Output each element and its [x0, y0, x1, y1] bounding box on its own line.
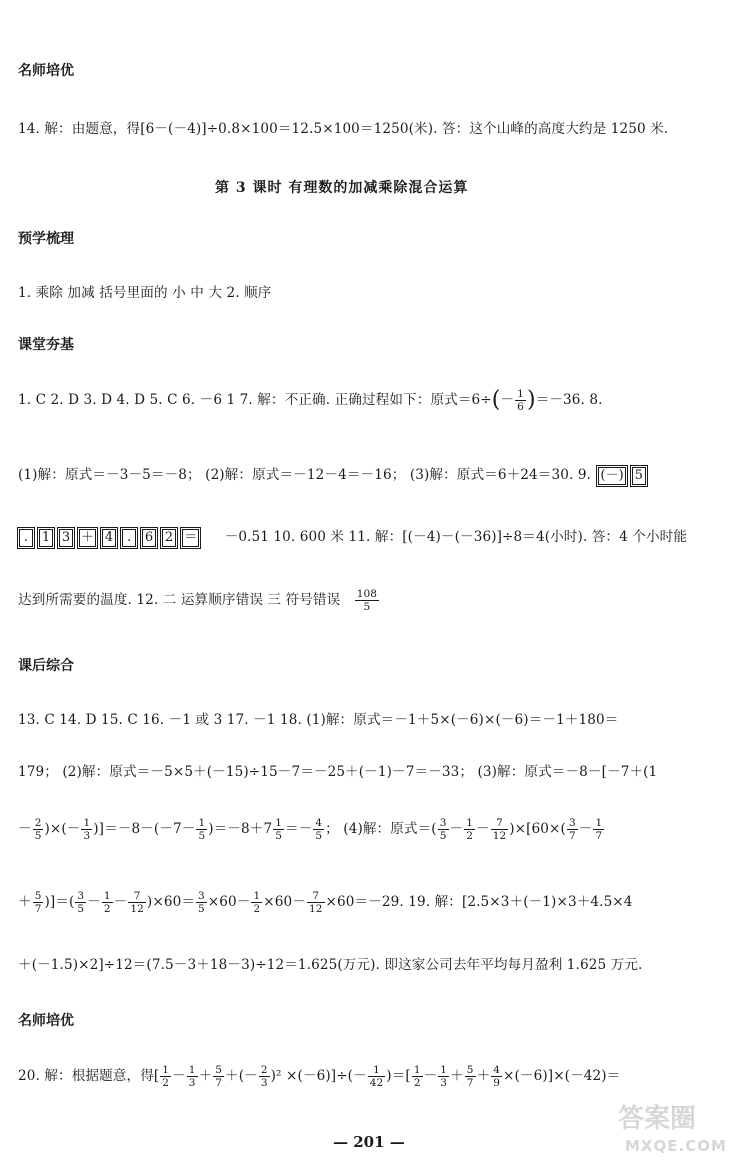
fraction: $\frac{7}{12}$	[492, 817, 507, 842]
fraction: $\frac{7}{12}$	[308, 890, 323, 915]
question-20: 20. 解：根据题意，得[ $\frac{1}{2}$ － $\frac{1}{3}$ ＋ $\frac{5}{7}$ ＋(－ $\frac{2}{3}$ )² ×(－6)]÷(－ $\frac{1}{42}$ )＝[ $\frac{1}{2}$ － $\frac{1}{3}$ ＋ $\frac{5}{7}$ ＋ $\frac{4}{9}$ ×(－6)]×(－42)＝	[18, 1064, 621, 1089]
class-answers-line-4	[18, 588, 380, 613]
section-heading-class: 课堂夯基	[18, 337, 74, 353]
fraction: $\frac{3}{5}$	[77, 890, 85, 915]
fraction: $\frac{1}{2}$	[413, 1064, 421, 1089]
fraction: $\frac{2}{3}$	[260, 1064, 268, 1089]
fraction: $\frac{1}{3}$	[440, 1064, 448, 1089]
fraction: $\frac{1}{2}$	[466, 817, 473, 842]
section-heading-bottom: 名师培优	[18, 1013, 74, 1029]
class-answers-line-2	[18, 463, 649, 485]
question-14: 14. 解：由题意，得[6－(－4)]÷0.8×100＝12.5×100＝1250(米). 答：这个山峰的高度大约是 1250 米.	[18, 121, 669, 137]
after-answers-line-3: － $\frac{2}{5}$ )×(－ $\frac{1}{3}$ )]＝－8－(－7－ $\frac{1}{5}$ )＝－8＋7 $\frac{1}{5}$ ＝－ $\frac{4}{5}$ ； (4)解：原式＝( $\frac{3}{5}$ － $\frac{1}{2}$ － $\frac{7}{12}$ )×[60×( $\frac{3}{7}$ － $\frac{1}{7}$	[18, 817, 603, 842]
fraction: $\frac{1}{2}$	[253, 890, 261, 915]
fraction: $\frac{5}{7}$	[34, 890, 42, 915]
fraction: $\frac{1}{3}$	[188, 1064, 196, 1089]
after-answers-line-2: 179； (2)解：原式＝－5×5＋(－15)÷15－7＝－25＋(－1)－7＝－33； (3)解：原式＝－8－[－7＋(1	[18, 764, 658, 780]
fraction: $\frac{1}{2}$	[162, 1064, 170, 1089]
calculator-key: .	[19, 529, 33, 547]
calculator-key: 2	[162, 529, 176, 547]
calculator-key: 6	[142, 529, 156, 547]
watermark-url: MXQE.COM	[625, 1137, 727, 1155]
fraction: $\frac{3}{7}$	[568, 817, 576, 842]
lesson-title: 第 3 课时 有理数的加减乘除混合运算	[215, 180, 469, 196]
watermark-logo: 答案圈	[618, 1104, 697, 1134]
section-heading-preview: 预学梳理	[18, 231, 74, 247]
fraction: $\frac{1}{7}$	[595, 817, 603, 842]
page-number: — 201 —	[333, 1133, 405, 1151]
class-answers-line-3	[16, 525, 687, 547]
calculator-key: ＝	[184, 530, 198, 545]
fraction: $\frac{2}{5}$	[34, 817, 42, 842]
after-answers-line-4: ＋ $\frac{5}{7}$ )]＝( $\frac{3}{5}$ － $\frac{1}{2}$ － $\frac{7}{12}$ )×60＝ $\frac{3}{5}$ ×60－ $\frac{1}{2}$ ×60－ $\frac{7}{12}$ ×60＝－29. 19. 解：[2.5×3＋(－1)×3＋4.5×4	[18, 890, 633, 915]
preview-answers: 1. 乘除 加减 括号里面的 小 中 大 2. 顺序	[18, 285, 272, 301]
calculator-key: 4	[102, 529, 116, 547]
class-line-3-text: －0.51 10. 600 米 11. 解：[(－4)－(－36)]÷8＝4(小时). 答：4 个小时能	[224, 529, 688, 545]
fraction: $\frac{4}{9}$	[493, 1064, 501, 1089]
calculator-key: 5	[632, 467, 646, 485]
calculator-key: .	[122, 529, 136, 547]
fraction: $\frac{7}{12}$	[130, 890, 144, 915]
calculator-key: 1	[39, 529, 53, 547]
calculator-key: ＋	[81, 530, 95, 545]
after-answers-line-5: ＋(－1.5)×2]÷12＝(7.5－3＋18－3)÷12＝1.625(万元). 即这家公司去年平均每月盈利 1.625 万元.	[18, 957, 643, 973]
class-line-1-tail: ＝－36. 8.	[535, 392, 603, 408]
fraction: $\frac{3}{5}$	[439, 817, 447, 842]
fraction: $\frac{5}{7}$	[215, 1064, 223, 1089]
fraction: $\frac{108}{5}$	[356, 588, 378, 613]
class-line-2-text: (1)解：原式＝－3－5＝－8； (2)解：原式＝－12－4＝－16； (3)解：原式＝6＋24＝30. 9.	[18, 467, 591, 483]
fraction: $\frac{1}{6}$	[517, 388, 524, 413]
fraction: $\frac{4}{5}$	[315, 817, 323, 842]
fraction: $\frac{1}{5}$	[198, 817, 206, 842]
calculator-key: (－)	[600, 468, 624, 483]
fraction: $\frac{3}{5}$	[198, 890, 205, 915]
section-heading-after: 课后综合	[18, 658, 74, 674]
class-answers-line-1: 1. C 2. D 3. D 4. D 5. C 6. －6 1 7. 解：不正确. 正确过程如下：原式＝6÷(－ $\frac{1}{6}$ )＝－36. 8.	[18, 387, 603, 413]
after-answers-line-1: 13. C 14. D 15. C 16. －1 或 3 17. －1 18. (1)解：原式＝－1＋5×(－6)×(－6)＝－1＋180＝	[18, 712, 619, 728]
calculator-key: 3	[59, 529, 73, 547]
class-line-1-text: 1. C 2. D 3. D 4. D 5. C 6. －6 1 7. 解：不正确. 正确过程如下：原式＝6÷	[18, 392, 492, 408]
class-line-4-text: 达到所需要的温度. 12. 二 运算顺序错误 三 符号错误	[18, 592, 341, 608]
fraction: $\frac{1}{42}$	[369, 1064, 384, 1089]
fraction: $\frac{1}{3}$	[83, 817, 91, 842]
section-heading-top: 名师培优	[18, 63, 74, 79]
fraction: $\frac{1}{2}$	[103, 890, 111, 915]
minus-sign: －	[500, 392, 515, 408]
fraction: $\frac{1}{5}$	[275, 817, 282, 842]
fraction: $\frac{5}{7}$	[466, 1064, 474, 1089]
